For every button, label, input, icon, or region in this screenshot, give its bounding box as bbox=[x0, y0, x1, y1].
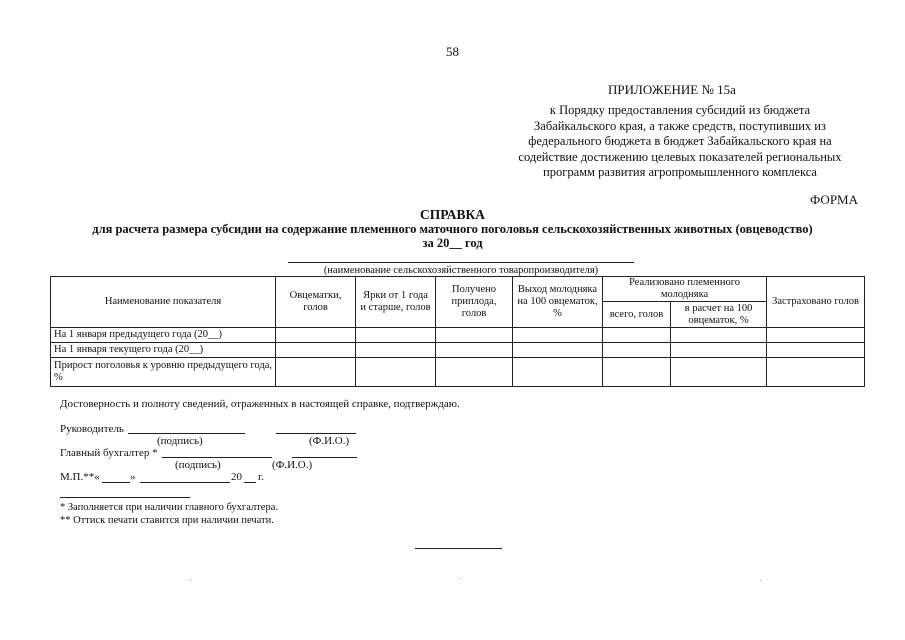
header-indicator: Наименование показателя bbox=[51, 277, 276, 328]
head-label: Руководитель bbox=[60, 423, 124, 435]
table-cell[interactable] bbox=[767, 343, 865, 358]
table-cell[interactable] bbox=[436, 328, 513, 343]
header-ewes: Овцематки, голов bbox=[276, 277, 356, 328]
scan-speck bbox=[760, 580, 761, 581]
table-cell[interactable] bbox=[603, 358, 671, 387]
footnote-accountant: * Заполняется при наличии главного бухгалтера. bbox=[60, 502, 279, 513]
appendix-label: ПРИЛОЖЕНИЕ № 15а bbox=[608, 82, 736, 97]
table-cell[interactable] bbox=[767, 358, 865, 387]
order-line: к Порядку предоставления субсидий из бюджета bbox=[549, 103, 811, 117]
table-cell[interactable] bbox=[671, 328, 767, 343]
header-yield: Выход молодняка на 100 овцематок, % bbox=[513, 277, 603, 328]
stamp-suffix: г. bbox=[258, 471, 265, 483]
table-cell[interactable] bbox=[513, 343, 603, 358]
order-line: федерального бюджета в бюджет Забайкальского края на bbox=[528, 134, 832, 148]
table-row bbox=[51, 343, 865, 358]
accountant-signature-caption: (подпись) bbox=[175, 459, 221, 471]
accountant-name-caption: (Ф.И.О.) bbox=[272, 459, 313, 471]
header-sold-per100: в расчет на 100 овцематок, % bbox=[671, 302, 767, 328]
table-cell[interactable] bbox=[436, 343, 513, 358]
header-insured: Застраховано голов bbox=[767, 277, 865, 328]
scan-speck bbox=[190, 580, 191, 581]
table-cell[interactable] bbox=[276, 328, 356, 343]
table-row bbox=[51, 358, 865, 387]
footnote-divider bbox=[60, 497, 190, 498]
table-cell[interactable] bbox=[603, 343, 671, 358]
table-cell[interactable] bbox=[356, 343, 436, 358]
table-cell[interactable] bbox=[513, 358, 603, 387]
table-cell[interactable] bbox=[767, 328, 865, 343]
footnote-stamp: ** Оттиск печати ставится при наличии печати. bbox=[60, 515, 274, 526]
header-sold-group: Реализовано племенного молодняка bbox=[603, 277, 767, 302]
accountant-name-line[interactable] bbox=[292, 457, 357, 458]
head-name-caption: (Ф.И.О.) bbox=[309, 435, 350, 447]
scan-speck bbox=[460, 578, 461, 579]
accountant-label: Главный бухгалтер * bbox=[60, 447, 158, 459]
order-line: содействие достижению целевых показателей региональных bbox=[518, 149, 842, 164]
header-offspring: Получено приплода, голов bbox=[436, 277, 513, 328]
document-subtitle: для расчета размера субсидии на содержание племенного маточного поголовья сельскохозяйственных животных (овцеводство) bbox=[92, 222, 813, 236]
table-cell[interactable] bbox=[276, 343, 356, 358]
accountant-signature-line[interactable] bbox=[162, 457, 272, 458]
subsidy-table bbox=[50, 276, 865, 387]
head-signature-line[interactable] bbox=[128, 433, 245, 434]
page-number: 58 bbox=[446, 44, 459, 59]
header-yearling: Ярки от 1 года и старше, голов bbox=[356, 277, 436, 328]
order-line: Забайкальского края, а также средств, поступивших из bbox=[534, 118, 826, 133]
table-cell[interactable] bbox=[356, 358, 436, 387]
table-cell[interactable] bbox=[671, 343, 767, 358]
head-name-line[interactable] bbox=[276, 433, 356, 434]
end-divider bbox=[415, 548, 502, 549]
table-cell[interactable] bbox=[356, 328, 436, 343]
stamp-quote-close: » bbox=[130, 471, 136, 483]
table-cell[interactable] bbox=[513, 328, 603, 343]
table-row bbox=[51, 328, 865, 343]
producer-name-line[interactable] bbox=[288, 262, 634, 263]
table-cell[interactable] bbox=[671, 358, 767, 387]
document-year: за 20__ год bbox=[422, 236, 483, 250]
order-line: программ развития агропромышленного комплекса bbox=[543, 165, 817, 179]
document-title: СПРАВКА bbox=[419, 207, 486, 222]
table-cell[interactable] bbox=[276, 358, 356, 387]
confirmation-text: Достоверность и полноту сведений, отраженных в настоящей справке, подтверждаю. bbox=[60, 398, 460, 410]
row-label: На 1 января предыдущего года (20__) bbox=[51, 328, 276, 343]
stamp-year-line[interactable] bbox=[244, 482, 256, 483]
header-sold-total: всего, голов bbox=[603, 302, 671, 328]
stamp-prefix: М.П.**« bbox=[60, 471, 100, 483]
producer-caption: (наименование сельскохозяйственного товаропроизводителя) bbox=[323, 265, 599, 276]
stamp-day-line[interactable] bbox=[102, 482, 130, 483]
row-label: На 1 января текущего года (20__) bbox=[51, 343, 276, 358]
table-cell[interactable] bbox=[436, 358, 513, 387]
stamp-year: 20 bbox=[231, 471, 242, 483]
order-reference bbox=[500, 103, 860, 181]
form-label: ФОРМА bbox=[810, 192, 858, 207]
stamp-month-line[interactable] bbox=[140, 482, 230, 483]
head-signature-caption: (подпись) bbox=[157, 435, 203, 447]
table-cell[interactable] bbox=[603, 328, 671, 343]
row-label: Прирост поголовья к уровню предыдущего года, % bbox=[51, 358, 276, 387]
